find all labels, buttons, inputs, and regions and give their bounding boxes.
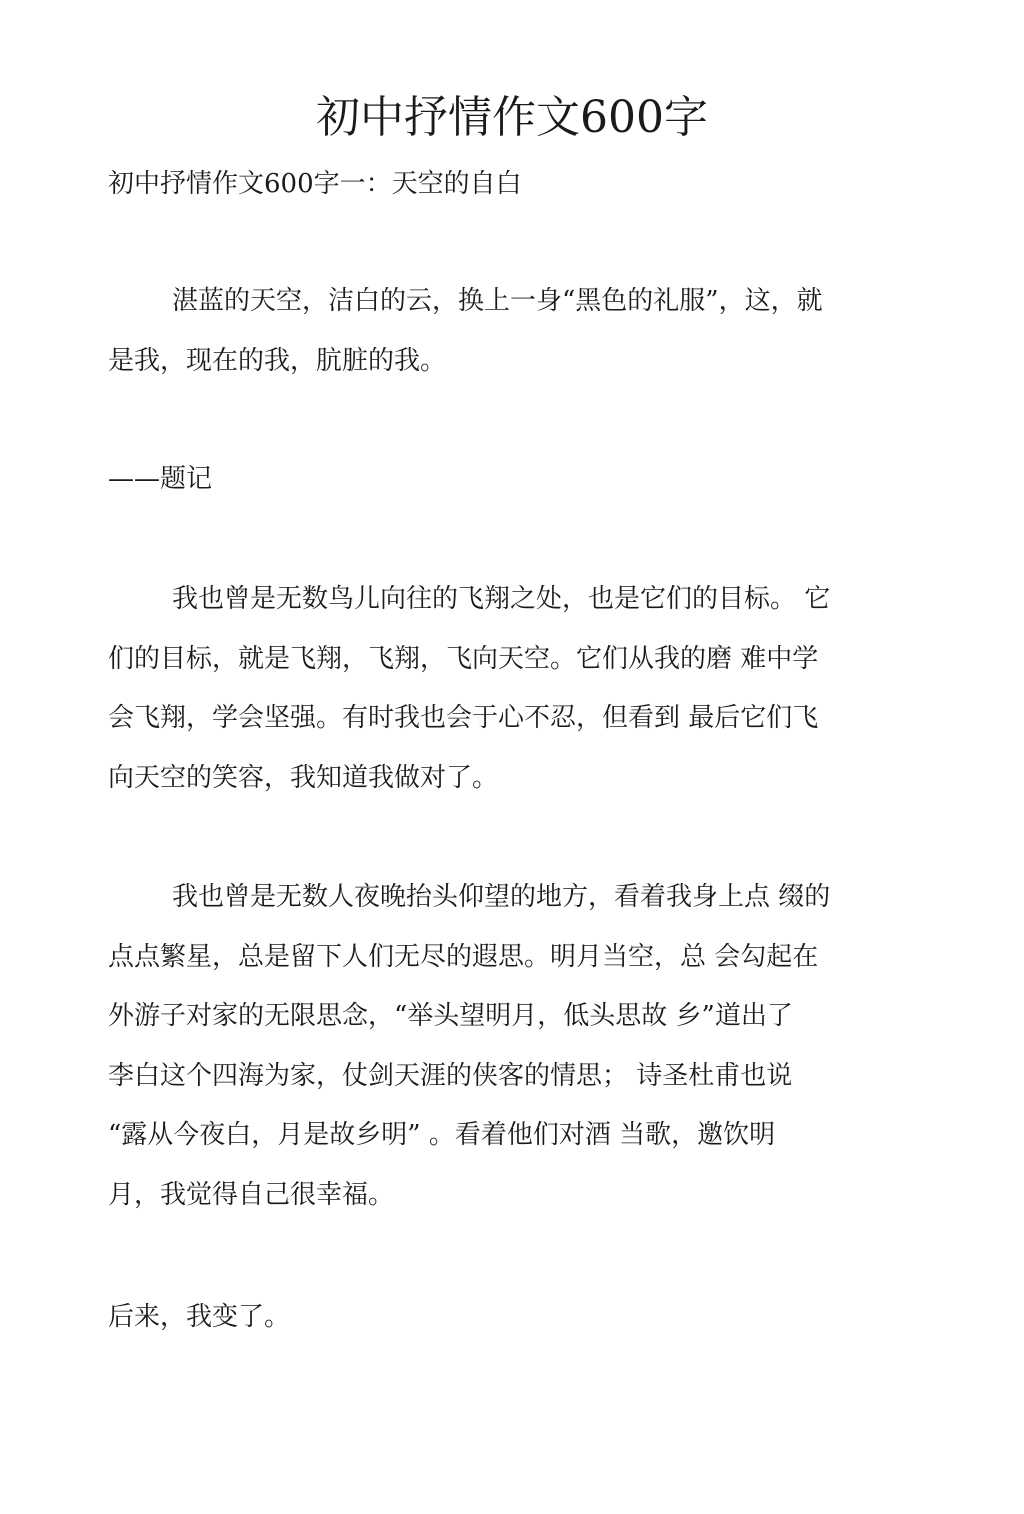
document-subtitle: 初中抒情作文600字一：天空的自白 [108, 169, 522, 199]
paragraph-line: 月，我觉得自己很幸福。 [108, 1179, 395, 1210]
paragraph-line: 向天空的笑容，我知道我做对了。 [108, 762, 499, 793]
paragraph-line: “露从今夜白，月是故乡明” 。看着他们对酒 当歌，邀饮明 [108, 1120, 776, 1150]
paragraph-intro [108, 272, 920, 391]
paragraph-line: 我也曾是无数鸟儿向往的飞翔之处，也是它们的目标。 它 [172, 584, 831, 614]
paragraph-line: 点点繁星，总是留下人们无尽的遐思。明月当空，总 会勾起在 [108, 941, 819, 972]
paragraph-birds [108, 570, 920, 808]
paragraph-line: 会飞翔，学会坚强。有时我也会于心不忍，但看到 最后它们飞 [108, 703, 819, 733]
paragraph-epigraph [108, 450, 920, 510]
paragraph-line: 外游子对家的无限思念，“举头望明月，低头思故 乡”道出了 [108, 1001, 793, 1031]
paragraph-line: 李白这个四海为家，仗剑天涯的侠客的情思； 诗圣杜甫也说 [108, 1060, 793, 1091]
paragraph-night-sky [108, 868, 920, 1225]
paragraph-line: 我也曾是无数人夜晚抬头仰望的地方，看着我身上点 缀的 [172, 882, 831, 912]
paragraph-line: 们的目标，就是飞翔，飞翔，飞向天空。它们从我的磨 难中学 [108, 643, 819, 674]
paragraph-line: 是我，现在的我，肮脏的我。 [108, 345, 447, 376]
paragraph-line: ——题记 [108, 464, 213, 494]
paragraph-line: 后来，我变了。 [108, 1302, 291, 1332]
paragraph-change [108, 1288, 920, 1348]
document-title: 初中抒情作文600字 [316, 92, 708, 143]
paragraph-line: 湛蓝的天空，洁白的云，换上一身“黑色的礼服”，这，就 [172, 286, 823, 316]
